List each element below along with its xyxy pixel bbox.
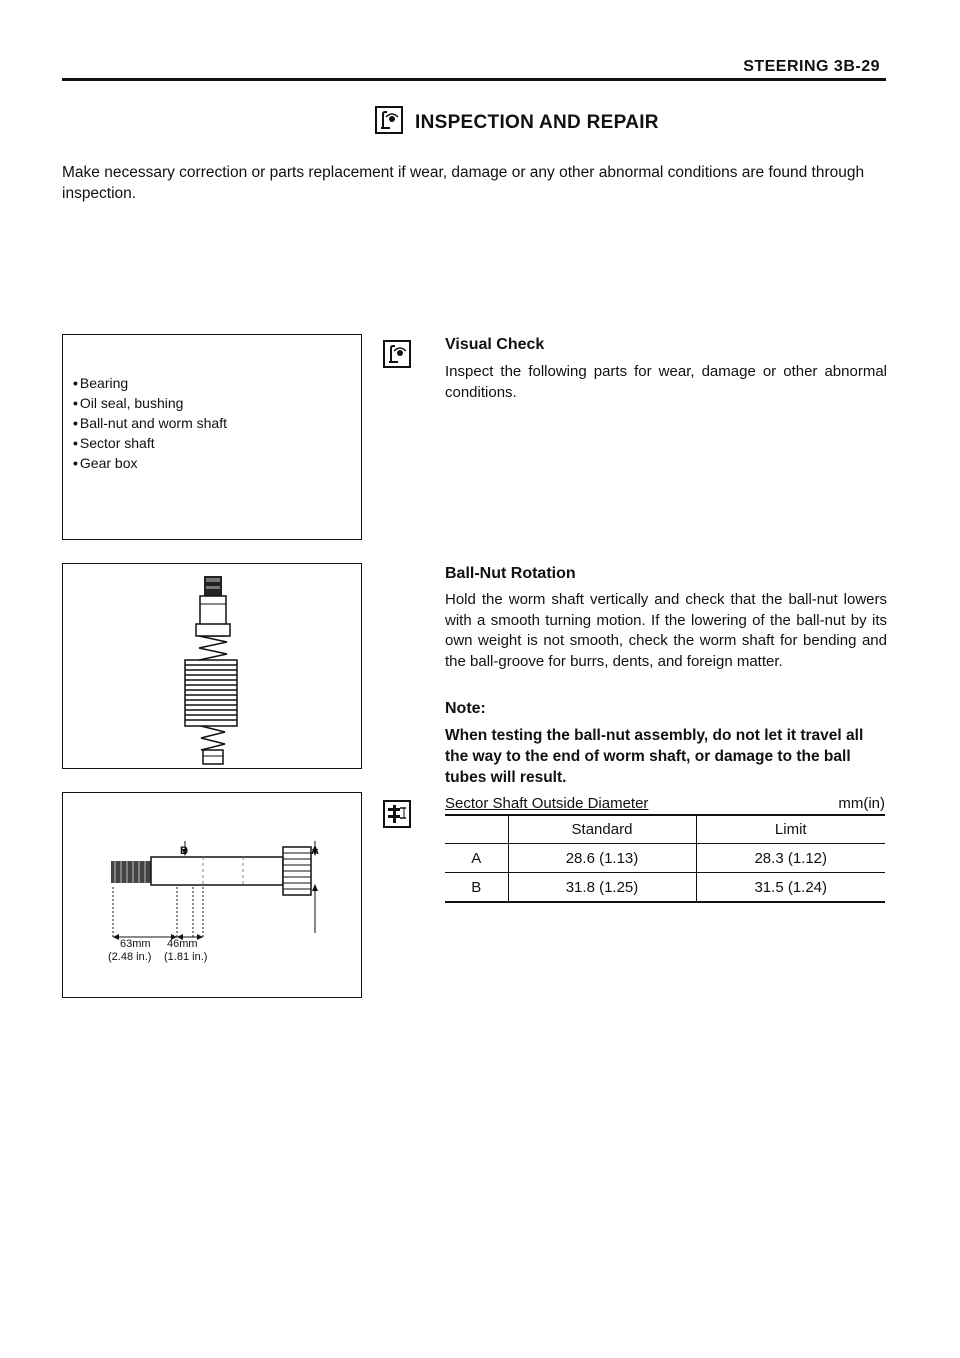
visual-check-text: Inspect the following parts for wear, damage or other abnormal conditions. xyxy=(445,363,887,401)
inspection-eye-icon xyxy=(375,106,403,134)
visual-check-title: Visual Check xyxy=(445,336,545,353)
parts-list xyxy=(73,373,227,473)
sector-shaft-figure-panel xyxy=(62,792,362,998)
table-cell: 28.3 (1.12) xyxy=(754,849,828,867)
ball-nut-text: Hold the worm shaft vertically and check that the ball-nut lowers with a smooth turning motion. If the lowering of the ball-nut by its own weight is not smooth, check the worm shaft for bending and the ball-groove for burrs, dents, and foreign matter. xyxy=(445,591,887,670)
table-header-cell xyxy=(445,815,508,844)
figure-dim-2-in: (1.81 in.) xyxy=(164,951,208,963)
worm-shaft-illustration xyxy=(63,564,363,770)
list-item: • Gear box xyxy=(73,453,227,473)
list-item: • Oil seal, bushing xyxy=(73,393,227,413)
unit-label: mm(in) xyxy=(838,795,885,812)
worm-shaft-figure-panel xyxy=(62,563,362,769)
table-row xyxy=(445,844,885,873)
table-header-row xyxy=(445,815,885,844)
table-cell: 31.5 (1.24) xyxy=(754,878,828,896)
table-cell: 31.8 (1.25) xyxy=(508,873,696,903)
list-item: • Ball-nut and worm shaft xyxy=(73,413,227,433)
section-intro: Make necessary correction or parts replacement if wear, damage or any other abnormal conditions are found through inspection. xyxy=(62,164,865,202)
table-header-cell: Limit xyxy=(774,820,807,838)
spec-table-wrapper xyxy=(445,815,885,903)
note-text: When testing the ball-nut assembly, do not let it travel all the way to the end of worm shaft, or damage to the ball tubes will result. xyxy=(445,727,864,786)
list-item: • Sector shaft xyxy=(73,433,227,453)
table-cell: 28.6 (1.13) xyxy=(508,844,696,873)
sector-shaft-illustration xyxy=(63,793,363,999)
list-item: • Bearing xyxy=(73,373,227,393)
spec-table xyxy=(445,815,885,903)
table-cell: B xyxy=(445,873,508,903)
sector-shaft-title: Sector Shaft Outside Diameter xyxy=(445,795,649,812)
figure-dim-2: 46mm xyxy=(167,938,198,950)
table-cell: A xyxy=(445,844,508,873)
figure-label-b: B xyxy=(180,845,188,857)
section-title: INSPECTION AND REPAIR xyxy=(415,112,659,133)
header-rule xyxy=(62,78,886,81)
measure-caliper-icon xyxy=(383,800,411,828)
inspection-eye-icon xyxy=(383,340,411,368)
table-header-cell: Standard xyxy=(508,815,696,844)
running-title: STEERING 3B-29 xyxy=(743,58,880,75)
figure-dim-1-in: (2.48 in.) xyxy=(108,951,152,963)
figure-label-a: A xyxy=(311,845,319,857)
figure-dim-1: 63mm xyxy=(120,938,151,950)
ball-nut-title: Ball-Nut Rotation xyxy=(445,565,576,582)
table-row xyxy=(445,873,885,903)
note-label: Note: xyxy=(445,700,486,717)
